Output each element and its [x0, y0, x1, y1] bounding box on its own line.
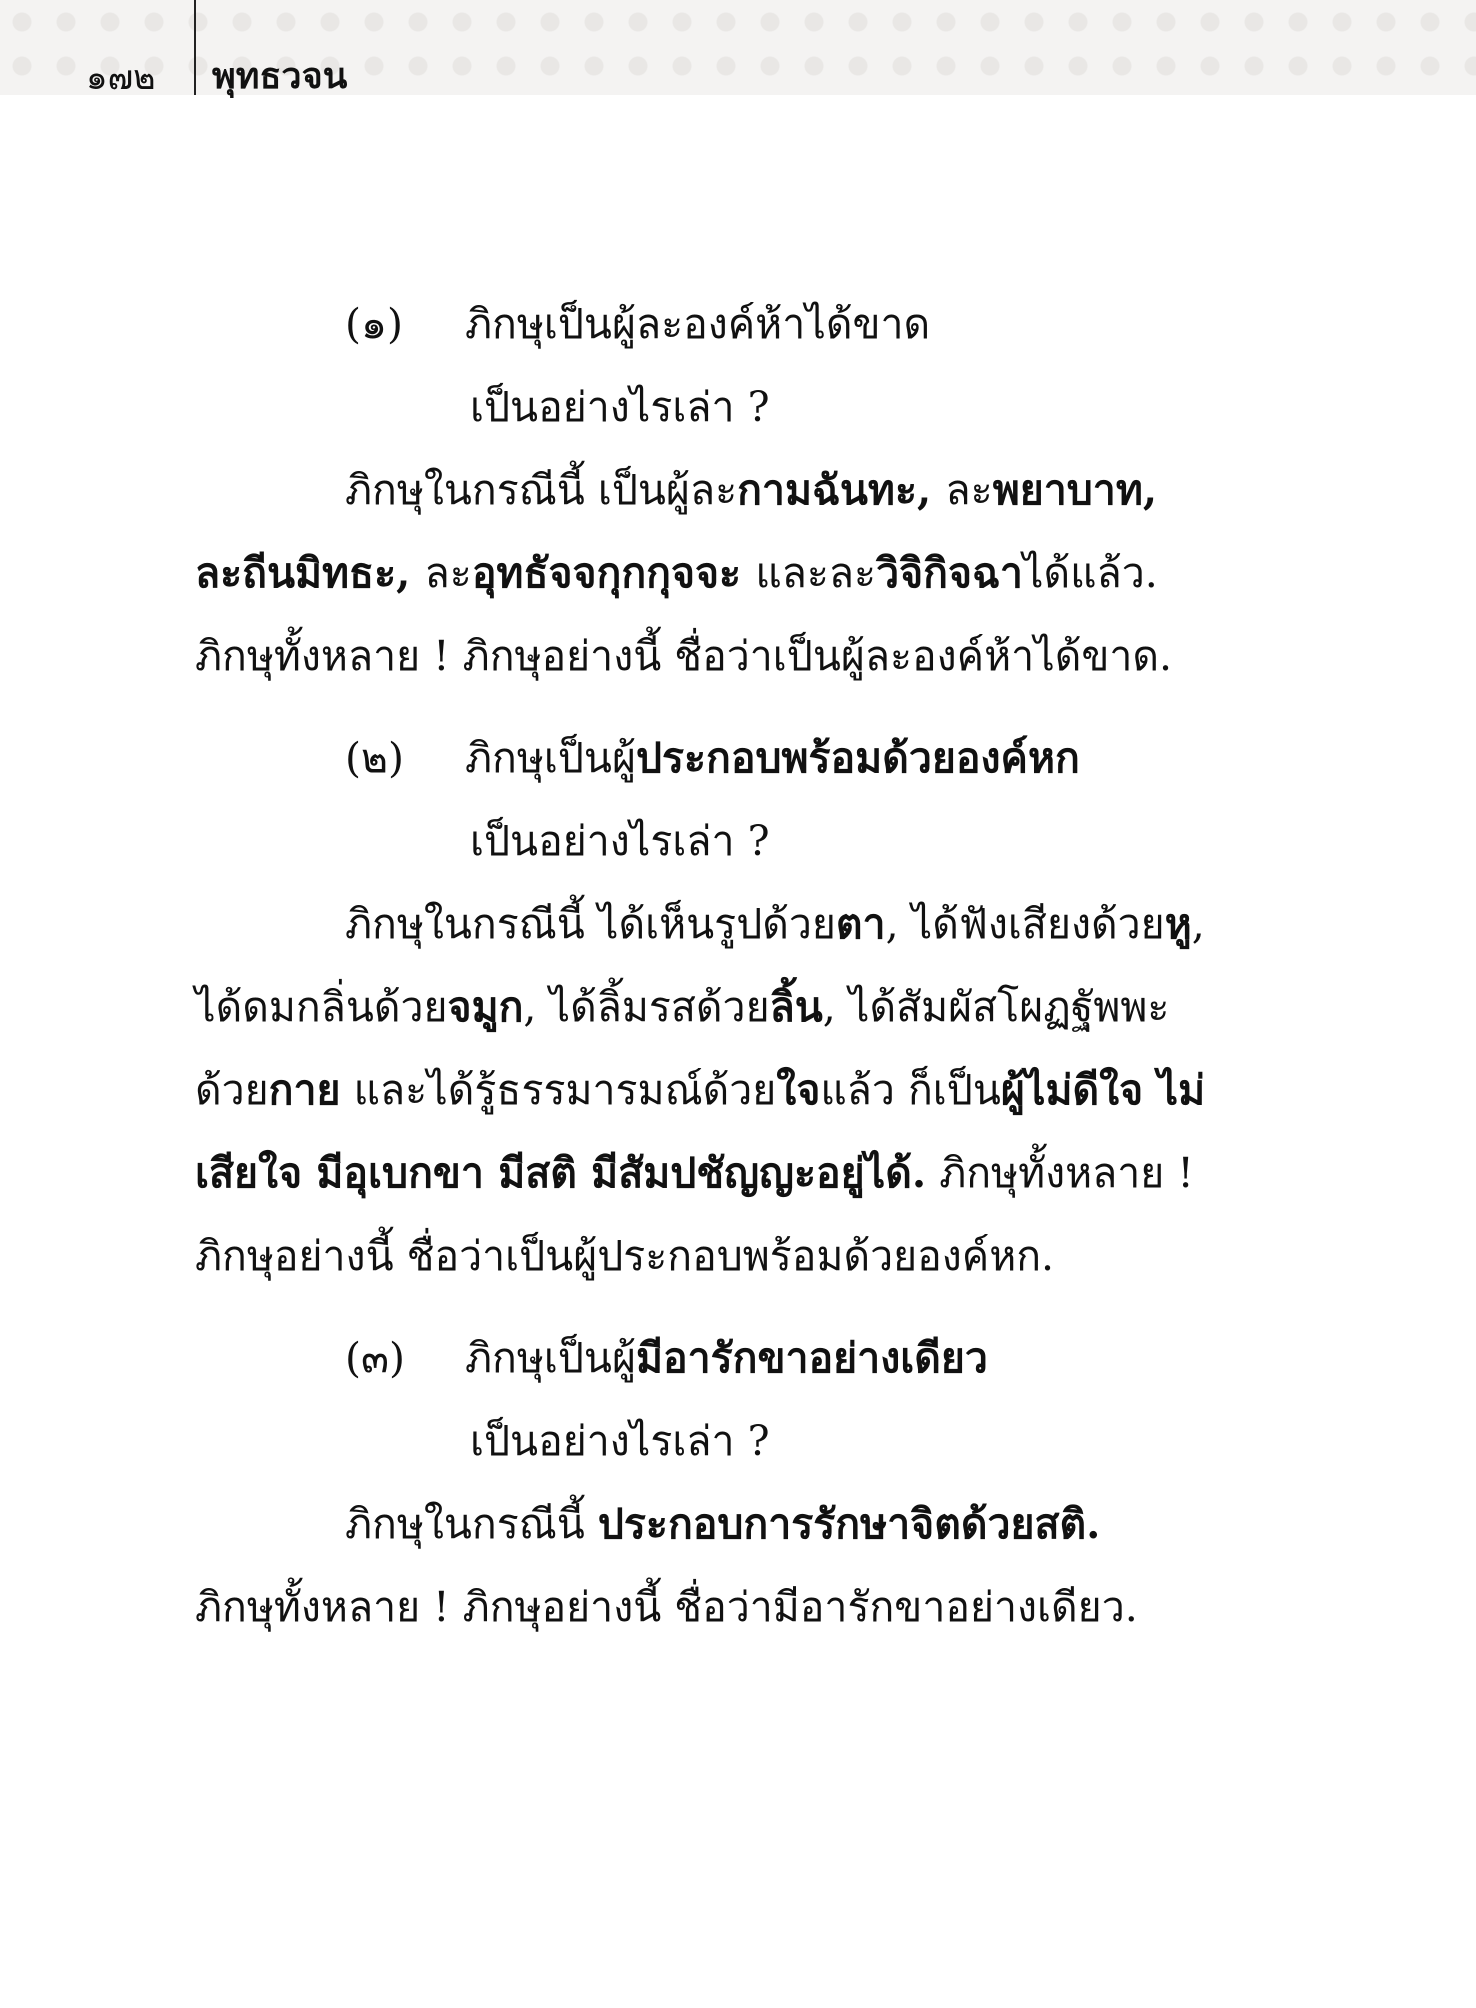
section-1-question: [345, 283, 1195, 366]
bold-run: ลิ้น: [769, 983, 823, 1031]
question-followup: เป็นอย่างไรเล่า ?: [470, 817, 770, 865]
page-body: [195, 283, 1206, 1649]
text-run: , ได้ฟังเสียงด้วย: [885, 900, 1165, 948]
text-run: ภิกษุในกรณีนี้: [345, 1500, 598, 1548]
bold-run: กามฉันทะ,: [737, 466, 946, 514]
text-run: และละ: [755, 549, 877, 597]
question-text-bold: มีอารักขาอย่างเดียว: [635, 1334, 988, 1382]
body-line: [195, 966, 1195, 1049]
book-title: พุทธวจน: [212, 55, 348, 97]
text-run: ภิกษุในกรณีนี้ ได้เห็นรูปด้วย: [345, 900, 836, 948]
bold-run: กาย: [268, 1066, 341, 1114]
text-run: ละ: [945, 466, 993, 514]
body-line: [345, 449, 1195, 532]
body-line: [195, 615, 1195, 698]
text-run: ได้ดมกลิ่นด้วย: [195, 983, 448, 1031]
body-line: [345, 1483, 1195, 1566]
section-2-question: [345, 717, 1195, 800]
text-run: แล้ว ก็เป็น: [820, 1066, 1001, 1114]
bold-run: ตา: [835, 900, 886, 948]
text-run: , ได้สัมผัสโผฏฐัพพะ: [822, 983, 1170, 1031]
text-run: ภิกษุทั้งหลาย ! ภิกษุอย่างนี้ ชื่อว่ามีอารักขาอย่างเดียว.: [195, 1583, 1138, 1631]
text-run: , ได้ลิ้มรสด้วย: [523, 983, 770, 1031]
section-number: (๑): [345, 300, 404, 348]
bold-run: เสียใจ มีอุเบกขา มีสติ มีสัมปชัญญะอยู่ได้.: [195, 1149, 927, 1197]
bold-run: ละถีนมิทธะ,: [195, 549, 425, 597]
section-2: [195, 717, 1206, 1298]
question-text: ภิกษุเป็นผู้ละองค์ห้าได้ขาด: [465, 300, 931, 348]
question-text: ภิกษุเป็นผู้: [465, 1334, 636, 1382]
body-line: [195, 1215, 1195, 1298]
text-run: ภิกษุในกรณีนี้ เป็นผู้ละ: [345, 466, 738, 514]
bold-run: ใจ: [776, 1066, 821, 1114]
section-number: (๒): [345, 734, 405, 782]
section-number: (๓): [345, 1334, 406, 1382]
section-3-question: [345, 1317, 1195, 1400]
text-run: ละ: [424, 549, 472, 597]
question-followup: เป็นอย่างไรเล่า ?: [470, 1417, 770, 1465]
section-3: [195, 1317, 1195, 1649]
header-divider: [194, 0, 196, 95]
text-run: ภิกษุอย่างนี้ ชื่อว่าเป็นผู้ประกอบพร้อมด้วยองค์หก.: [195, 1232, 1055, 1280]
bold-run: อุทธัจจกุกกุจจะ: [471, 549, 756, 597]
body-line: [195, 1132, 1195, 1215]
question-followup: เป็นอย่างไรเล่า ?: [470, 383, 770, 431]
bold-run: พยาบาท,: [992, 466, 1158, 514]
text-run: ภิกษุทั้งหลาย !: [926, 1149, 1194, 1197]
text-run: และได้รู้ธรรมารมณ์ด้วย: [340, 1066, 777, 1114]
body-line: [195, 532, 1195, 615]
bold-run: วิจิกิจฉา: [876, 549, 1023, 597]
text-run: ด้วย: [195, 1066, 269, 1114]
body-line: [195, 1566, 1195, 1649]
bold-run: หู: [1164, 900, 1192, 948]
bold-run: ผู้ไม่ดีใจ ไม่: [1000, 1066, 1206, 1114]
body-line: [195, 1049, 1206, 1132]
bold-run: จมูก: [447, 983, 524, 1031]
question-text: ภิกษุเป็นผู้: [465, 734, 636, 782]
text-run: ,: [1191, 900, 1205, 948]
page-number: ๑๗๒: [86, 58, 156, 98]
body-line: [345, 883, 1205, 966]
question-text-bold: ประกอบพร้อมด้วยองค์หก: [635, 734, 1080, 782]
text-run: ภิกษุทั้งหลาย ! ภิกษุอย่างนี้ ชื่อว่าเป็นผู้ละองค์ห้าได้ขาด.: [195, 632, 1173, 680]
section-1: [195, 283, 1195, 698]
bold-run: ประกอบการรักษาจิตด้วยสติ.: [597, 1500, 1101, 1548]
text-run: ได้แล้ว.: [1022, 549, 1158, 597]
